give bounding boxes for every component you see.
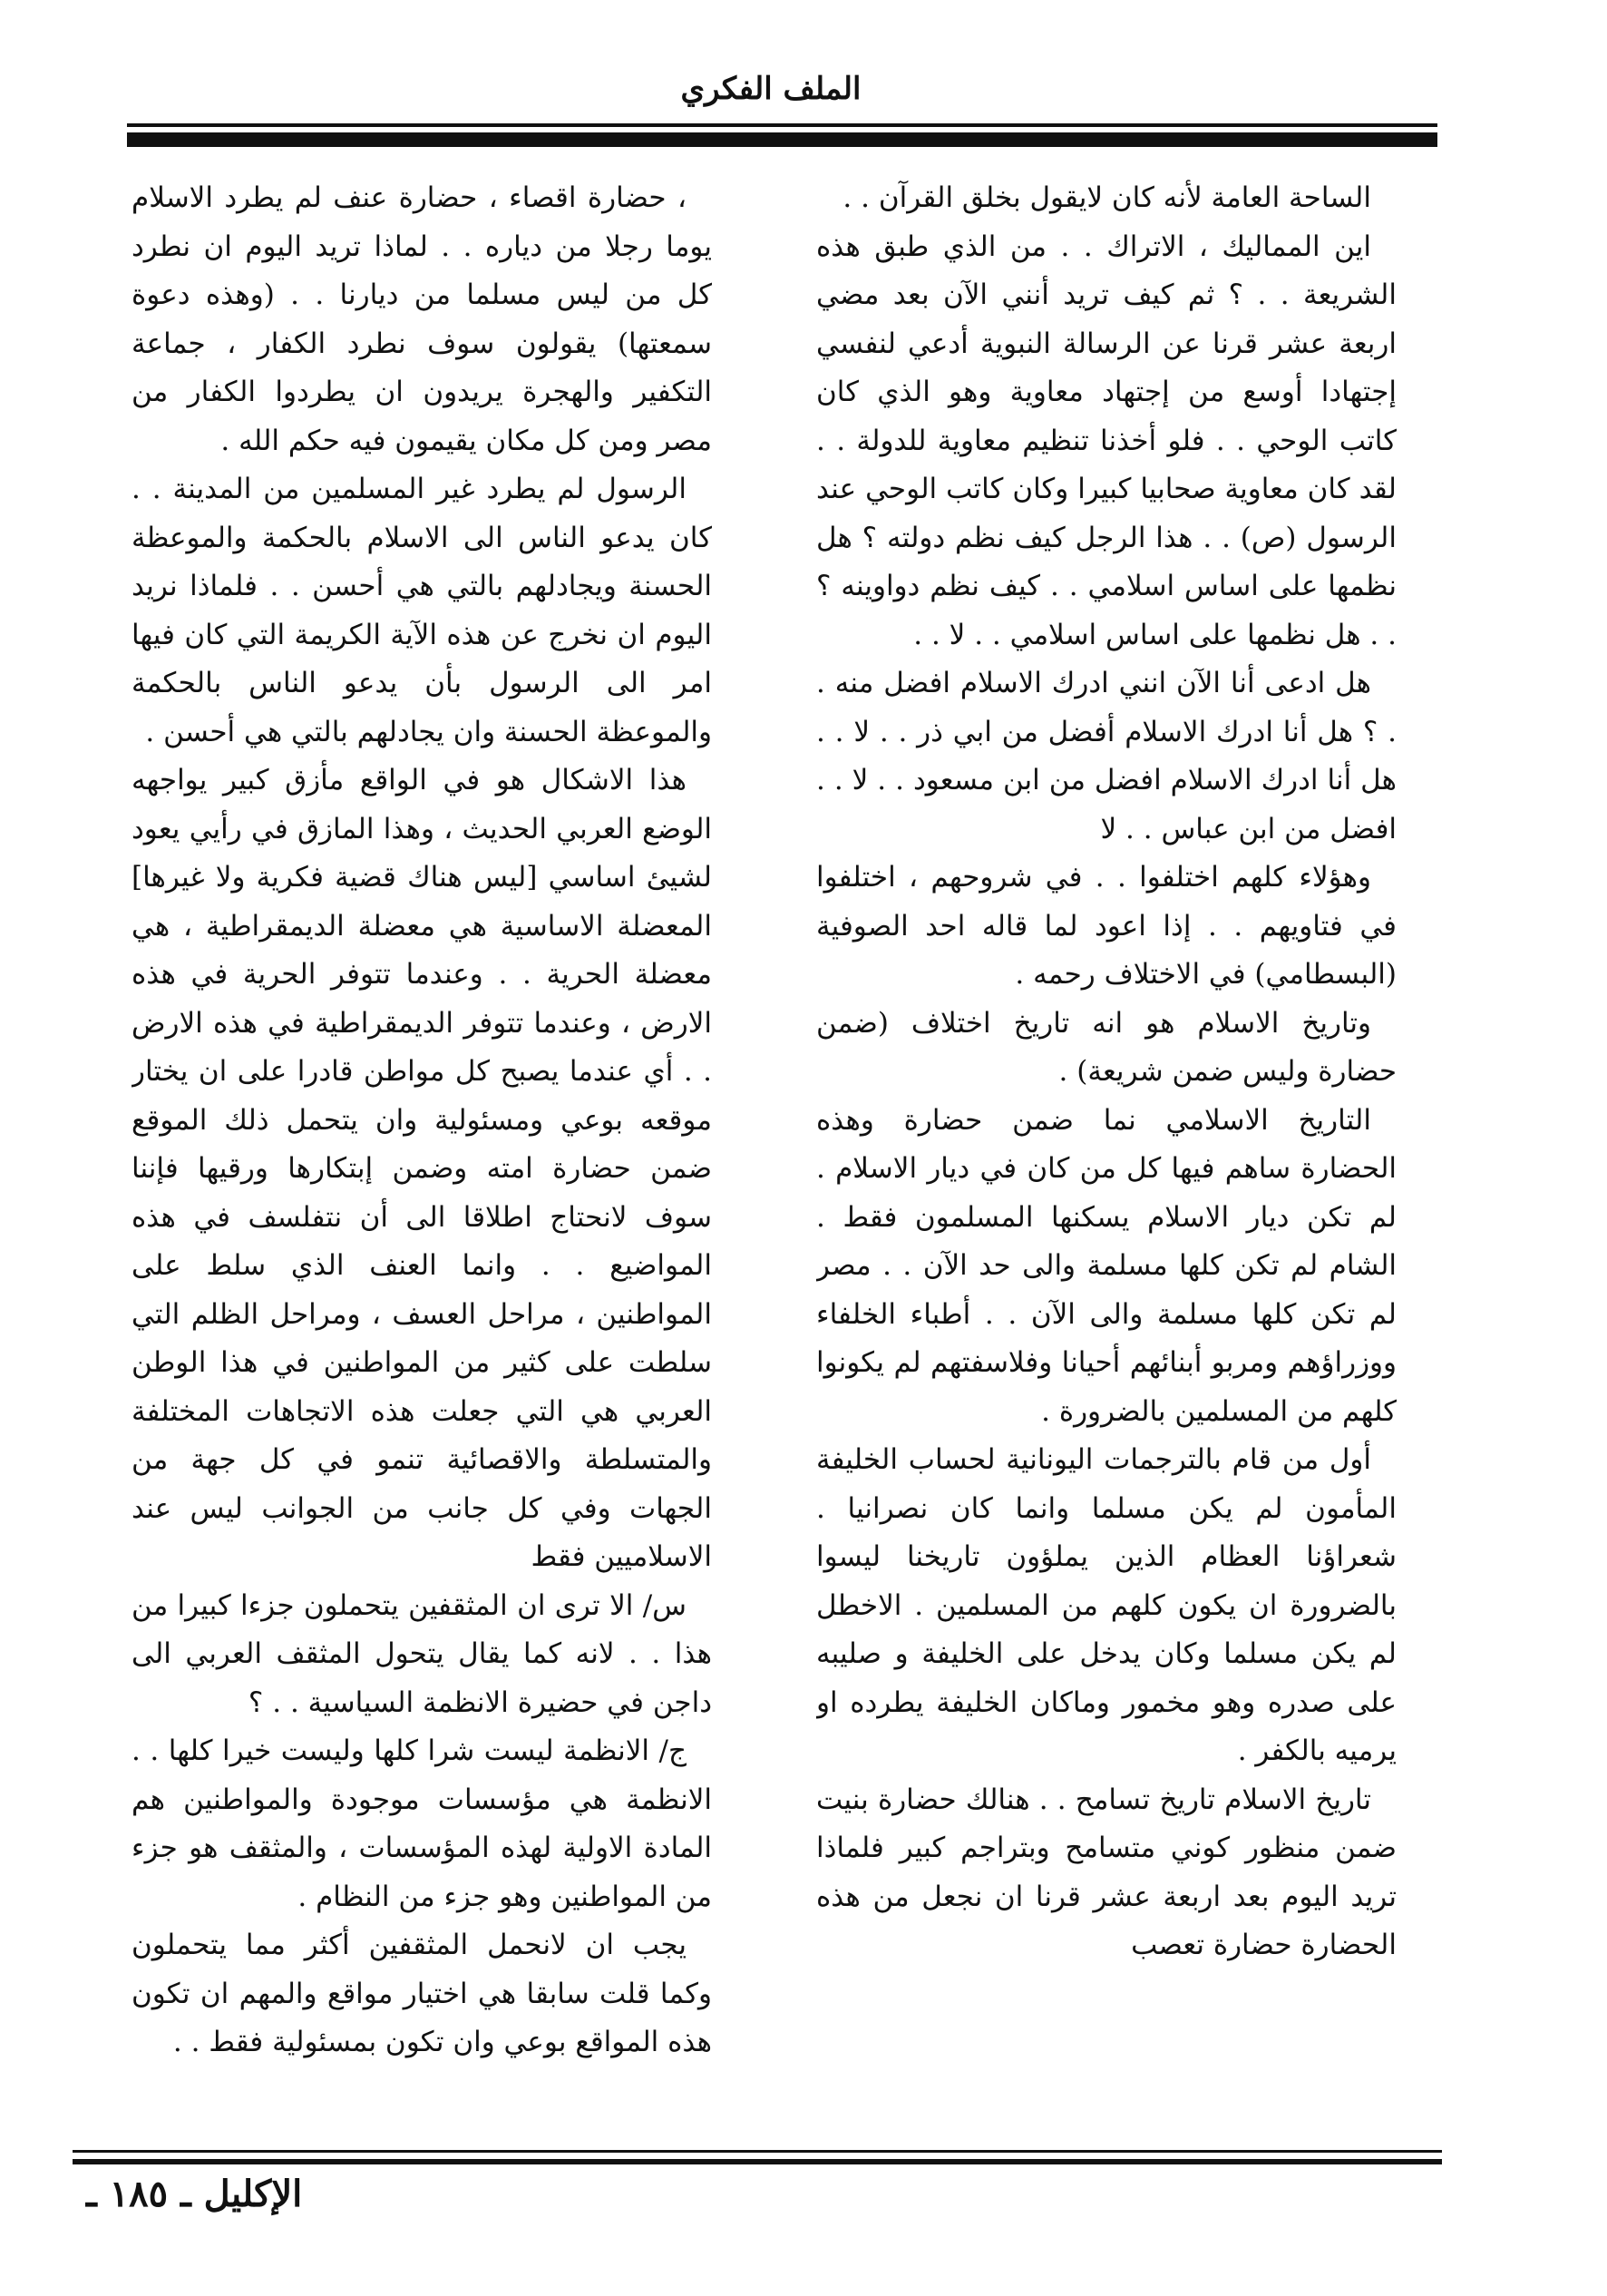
header-rule-thick [127, 132, 1437, 147]
page-section-title: الملف الفكري [680, 71, 862, 107]
paragraph: التاريخ الاسلامي نما ضمن حضارة وهذه الحضارة ساهم فيها كل من كان في ديار الاسلام . لم تكن ديار الاسلام يسكنها المسلمون فقط . الشام لم تكن كلها مسلمة والى حد الآن . . مصر لم تكن كلها مسلمة والى الآن . . أطباء الخلفاء ووزراؤهم ومربو أبنائهم أحيانا وفلاسفتهم لم يكونوا كلهم من المسلمين بالضرورة . [816, 1103, 1397, 1428]
footer-rule-thin [73, 2150, 1442, 2153]
paragraph: الساحة العامة لأنه كان لايقول بخلق القرآن . . [842, 181, 1371, 214]
paragraph: الرسول لم يطرد غير المسلمين من المدينة . . كان يدعو الناس الى الاسلام بالحكمة والموعظة الحسنة ويجادلهم بالتي هي أحسن . . فلماذا نريد اليوم ان نخرج عن هذه الآية الكريمة التي كان فيها امر الى الرسول بأن يدعو الناس بالحكمة والموعظة الحسنة وان يجادلهم بالتي هي أحسن . [131, 473, 712, 748]
interview-question: س/ الا ترى ان المثقفين يتحملون جزءا كبيرا من هذا . . لانه كما يقال يتحول المثقف العربي الى داجن في حضيرة الانظمة السياسية . . ؟ [131, 1588, 712, 1719]
right-text-column [816, 174, 1397, 2106]
paragraph: وتاريخ الاسلام هو انه تاريخ اختلاف (ضمن حضارة وليس ضمن شريعة) . [816, 1006, 1397, 1088]
interview-answer: ج/ الانظمة ليست شرا كلها وليست خيرا كلها . . الانظمة هي مؤسسات موجودة والمواطنين هم المادة الاولية لهذه المؤسسات ، والمثقف هو جزء من المواطنين وهو جزء من النظام . [131, 1734, 712, 1913]
paragraph: اين المماليك ، الاتراك . . من الذي طبق هذه الشريعة . . ؟ ثم كيف تريد أنني الآن بعد مضي اربعة عشر قرنا عن الرسالة النبوية أدعي لنفسي إجتهادا أوسع من إجتهاد معاوية وهو الذي كان كاتب الوحي . . فلو أخذنا تنظيم معاوية للدولة . . لقد كان معاوية صحابيا كبيرا وكان كاتب الوحي عند الرسول (ص) . . هذا الرجل كيف نظم دولته ؟ هل نظمها على اساس اسلامي . . كيف نظم دواوينه ؟ . . هل نظمها على اساس اسلامي . . لا . . [816, 230, 1397, 651]
paragraph: تاريخ الاسلام تاريخ تسامح . . هنالك حضارة بنيت ضمن منظور كوني متسامح وبتراجم كبير فلماذا تريد اليوم بعد اربعة عشر قرنا ان نجعل من هذه الحضارة حضارة تعصب [816, 1783, 1397, 1961]
paragraph: ، حضارة اقصاء ، حضارة عنف لم يطرد الاسلام يوما رجلا من دياره . . لماذا تريد اليوم ان نطرد كل من ليس مسلما من ديارنا . . (وهذه دعوة سمعتها) يقولون سوف نطرد الكفار ، جماعة التكفير والهجرة يريدون ان يطردوا الكفار من مصر ومن كل مكان يقيمون فيه حكم الله . [131, 181, 712, 457]
paragraph: هذا الاشكال هو في الواقع مأزق كبير يواجهه الوضع العربي الحديث ، وهذا المازق في رأيي يعود لشيئ اساسي [ليس هناك قضية فكرية ولا غيرها] المعضلة الاساسية هي معضلة الديمقراطية ، هي معضلة الحرية . . وعندما تتوفر الحرية في هذه الارض ، وعندما تتوفر الديمقراطية في هذه الارض . . أي عندما يصبح كل مواطن قادرا على ان يختار موقعه بوعي ومسئولية وان يتحمل ذلك الموقع ضمن حضارة امته وضمن إبتكارها ورقيها فإننا سوف لانحتاج اطلاقا الى أن نتفلسف في هذه المواضيع . . وانما العنف الذي سلط على المواطنين ، مراحل العسف ، ومراحل الظلم التي سلطت على كثير من المواطنين في هذا الوطن العربي هي التي جعلت هذه الاتجاهات المختلفة والمتسلطة والاقصائية تنمو في كل جهة من الجهات وفي كل جانب من الجوانب ليس عند الاسلاميين فقط [131, 764, 712, 1573]
paragraph: وهؤلاء كلهم اختلفوا . . في شروحهم ، اختلفوا في فتاويهم . . إذا اعود لما قاله احد الصوفية (البسطامي) في الاختلاف رحمه . [816, 861, 1397, 991]
footer-rule-thick [73, 2159, 1442, 2164]
header-rule-thin [127, 123, 1437, 127]
paragraph: هل ادعى أنا الآن انني ادرك الاسلام افضل منه . . ؟ هل أنا ادرك الاسلام أفضل من ابي ذر . . لا . . هل أنا ادرك الاسلام افضل من ابن مسعود . . لا . . افضل من ابن عباس . . لا [816, 667, 1397, 845]
left-text-column [131, 174, 712, 2106]
paragraph: يجب ان لانحمل المثقفين أكثر مما يتحملون وكما قلت سابقا هي اختيار مواقع والمهم ان تكون هذه المواقع بوعي وان تكون بمسئولية فقط . . [131, 1929, 712, 2058]
paragraph: أول من قام بالترجمات اليونانية لحساب الخليفة المأمون لم يكن مسلما وانما كان نصرانيا . شعراؤنا العظام الذين يملؤون تاريخنا ليسوا بالضرورة ان يكون كلهم من المسلمين . الاخطل لم يكن مسلما وكان يدخل على الخليفة و صليبه على صدره وهو مخمور وماكان الخليفة يطرده او يرميه بالكفر . [816, 1443, 1397, 1767]
footer-journal-page-number: الإكليل ـ ١٨٥ ـ [86, 2173, 303, 2215]
